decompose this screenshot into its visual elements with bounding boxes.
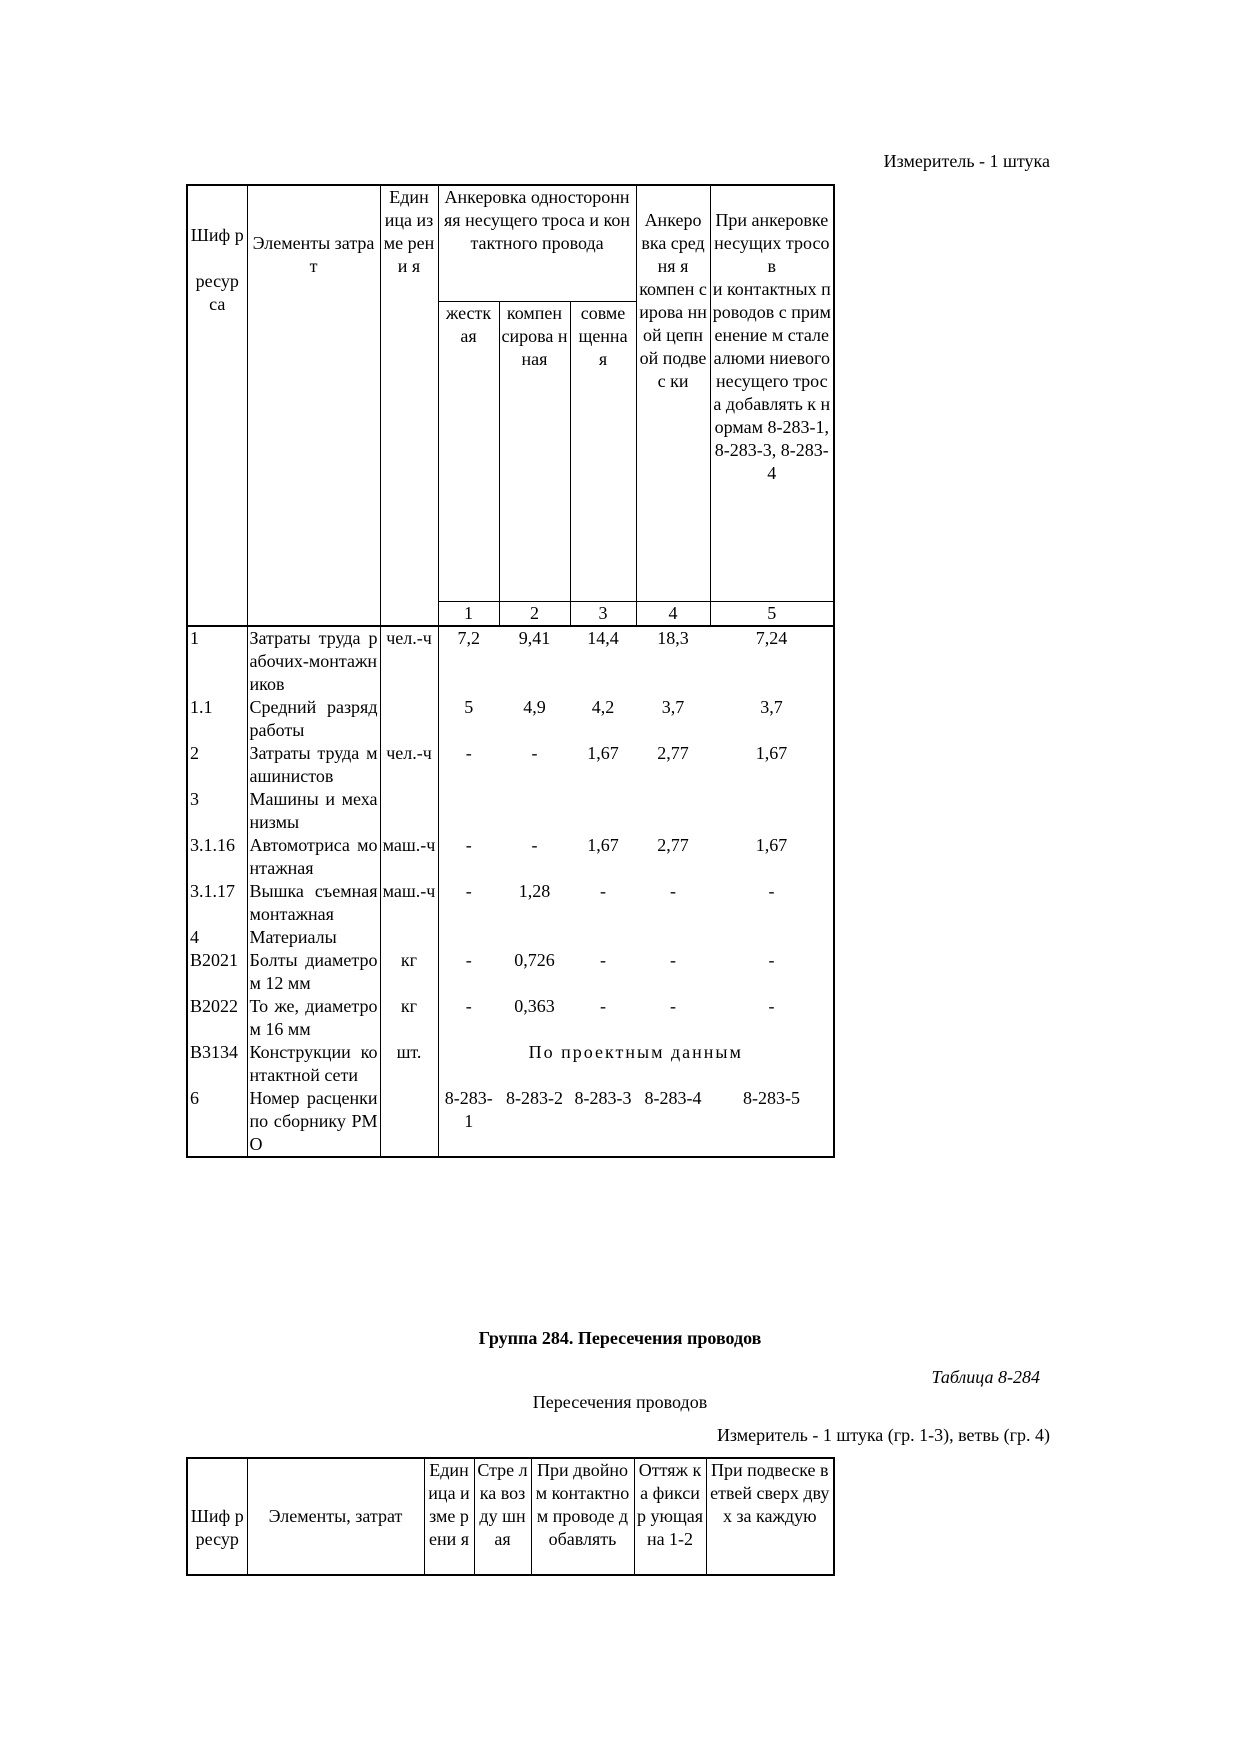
head-air-switch: Стре лка возду шная [474,1458,531,1575]
table-label: Таблица 8-284 [931,1367,1040,1387]
measure-label-2: Измеритель - 1 штука (гр. 1-3), ветвь (гр. 4) [716,1425,1050,1445]
head-col4: Анкеро вка средня я компен сирова нной цепной подвес ки [636,185,710,601]
head-elements: Элементы затрат [247,185,380,601]
head-unit: Един ица изме рени я [424,1458,474,1575]
head-branches: При подвеске ветвей сверх двух за каждую [710,1460,830,1526]
table-row: В2022 То же, диаметром 16 мм кг - 0,363 - - - [187,995,834,1041]
norms-table-8-284 [186,1457,835,1576]
table-row: 3.1.16 Автомотриса монтажная маш.-ч - - 1,67 2,77 1,67 [187,834,834,880]
table-row: В2021 Болты диаметром 12 мм кг - 0,726 - - - [187,949,834,995]
table-row: 1.1 Средний разряд работы 5 4,9 4,2 3,7 3,7 [187,696,834,742]
head-double-wire: При двойном контактно м проводе добавлять [531,1458,634,1575]
table-title: Пересечения проводов [532,1392,708,1412]
head-elements: Элементы, затрат [247,1458,424,1575]
head-cipher: Шиф р ресур са [187,185,247,601]
head-rigid: жестк ая [438,302,499,602]
norms-table-8-283 [186,184,835,1158]
col-num-3: 3 [570,601,636,626]
head-cipher: Шиф р ресур [187,1458,247,1575]
head-anchoring-group: Анкеровка односторонняя несущего троса и контактного провода [438,185,636,302]
head-col5: При анкеровке несущих тросов и контактных проводов с применение м сталеалюми ниевого несущего троса добавлять к нормам 8-283-1, 8-283-3, 8-283-4 [712,210,831,483]
head-compensated: компен сирова нная [499,302,570,602]
merged-by-project-data: По проектным данным [528,1041,743,1062]
col-num-4: 4 [636,601,710,626]
table-row: 4 Материалы [187,926,834,949]
table-row: 3.1.17 Вышка съемная монтажная маш.-ч - 1,28 - - - [187,880,834,926]
group-heading: Группа 284. Пересечения проводов [478,1328,762,1348]
col-num-1: 1 [438,601,499,626]
head-fixing-guy: Оттяж ка фиксир ующая на 1-2 [634,1458,706,1575]
col-num-5: 5 [710,601,834,626]
table-row: 6 Номер расценки по сборнику РМО 8-283-1 8-283-2 8-283-3 8-283-4 8-283-5 [187,1087,834,1157]
head-unit: Един ица изме рени я [380,185,438,601]
table-row: 2 Затраты труда машинистов чел.-ч - - 1,67 2,77 1,67 [187,742,834,788]
table-row: 1 Затраты труда рабочих-монтажников чел.-ч 7,2 9,41 14,4 18,3 7,24 [187,626,834,696]
col-num-2: 2 [499,601,570,626]
measure-label-1: Измеритель - 1 штука [883,151,1050,171]
head-combined: совме щенна я [570,302,636,602]
table-row: 3 Машины и механизмы [187,788,834,834]
table-row: В3134 Конструкции контактной сети шт. По проектным данным [187,1041,834,1087]
